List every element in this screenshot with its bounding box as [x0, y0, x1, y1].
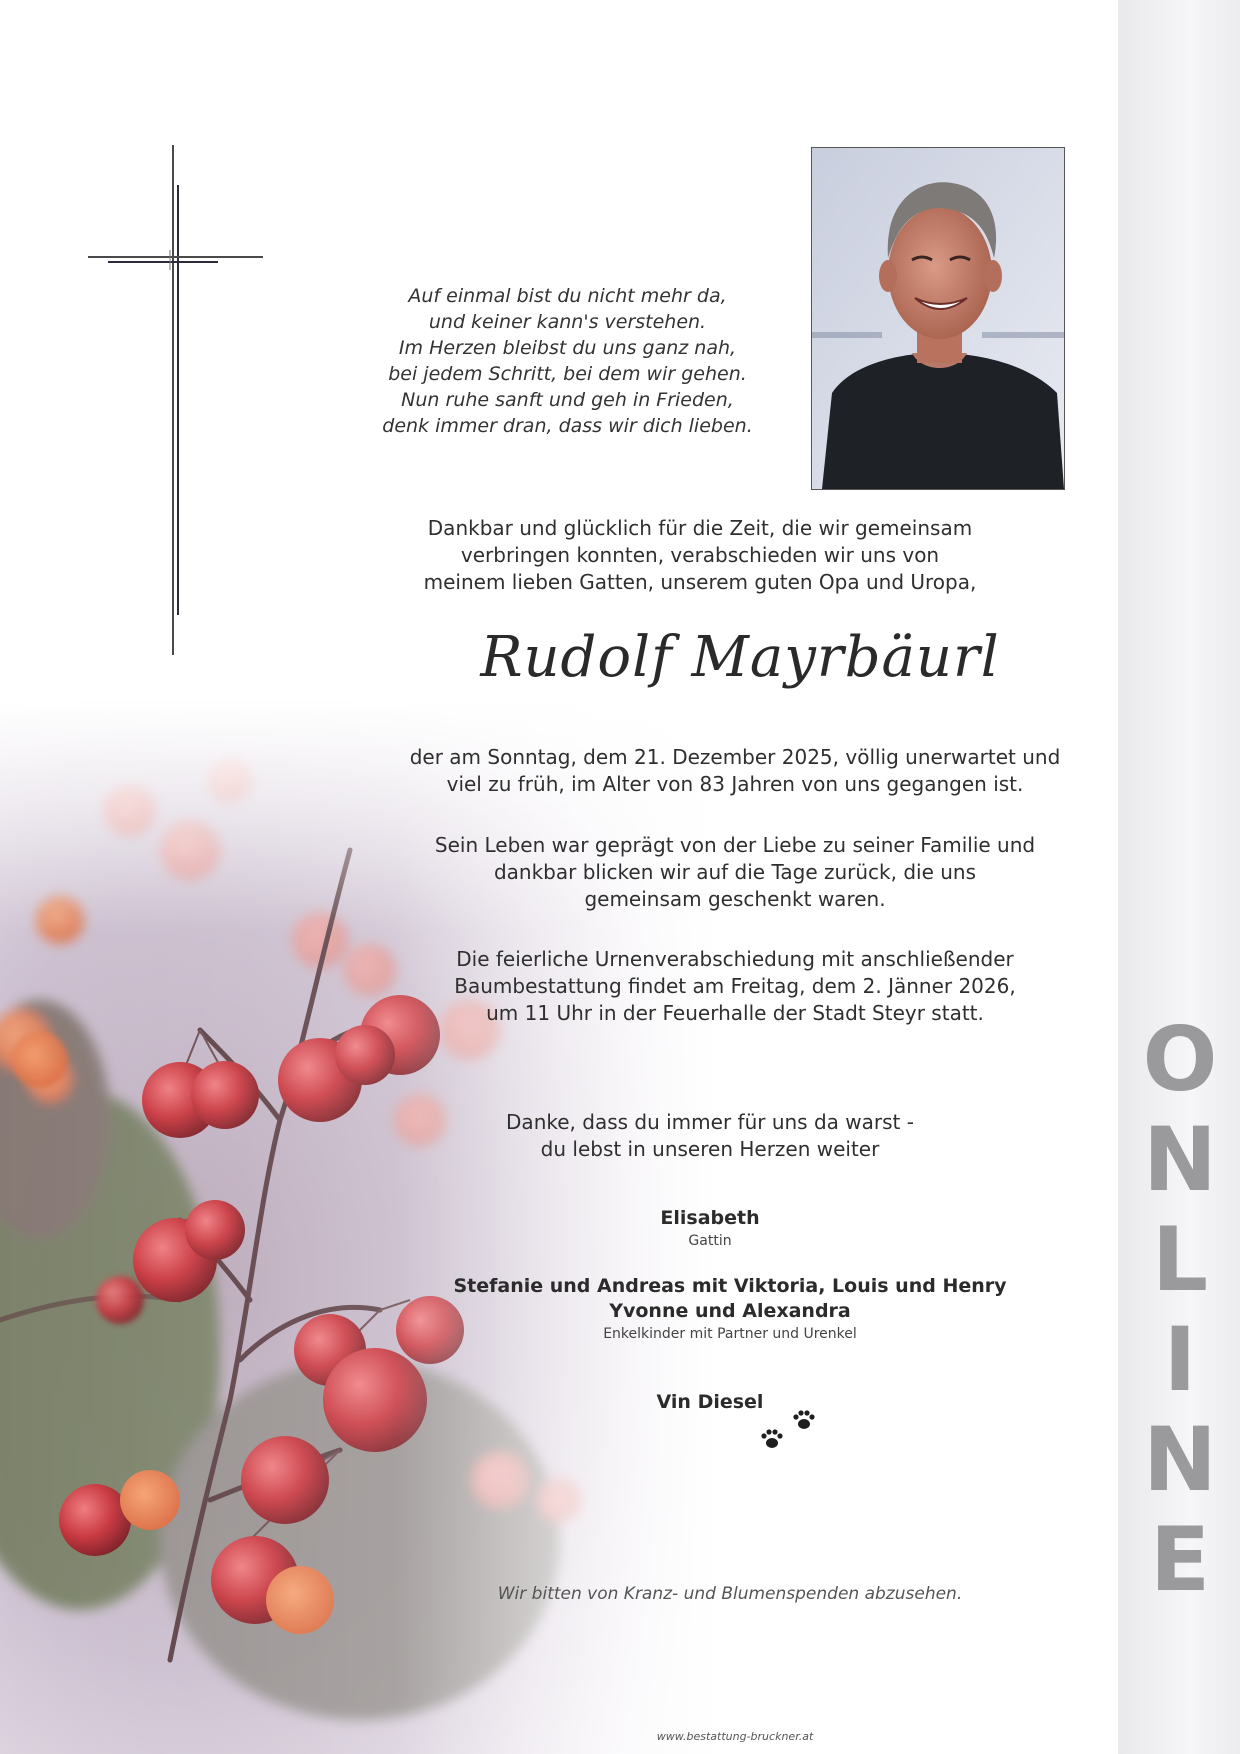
mourner-role: Gattin — [688, 1233, 732, 1249]
mourner-role: Enkelkinder mit Partner und Urenkel — [603, 1326, 857, 1342]
online-letter: E — [1149, 1508, 1211, 1611]
poem-line: bei jedem Schritt, bei dem wir gehen. — [388, 363, 747, 385]
life-line: gemeinsam geschenkt waren. — [584, 887, 886, 911]
website-url: www.bestattung-bruckner.at — [656, 1730, 814, 1743]
flower-donation-note: Wir bitten von Kranz- und Blumenspenden abzusehen. — [497, 1584, 963, 1604]
online-letter: N — [1143, 1408, 1217, 1511]
death-notice-line: viel zu früh, im Alter von 83 Jahren von uns gegangen ist. — [446, 772, 1024, 796]
online-label — [1130, 1010, 1230, 1610]
mourner-family — [430, 1274, 1030, 1344]
service-details — [400, 946, 1070, 1027]
mourner-name: Elisabeth — [660, 1207, 760, 1229]
online-letter: O — [1142, 1008, 1218, 1111]
poem-line: Auf einmal bist du nicht mehr da, — [408, 285, 727, 307]
mourner-name: Vin Diesel — [656, 1391, 764, 1413]
online-letter: L — [1151, 1208, 1209, 1311]
online-letter: I — [1163, 1308, 1197, 1411]
life-line: dankbar blicken wir auf die Tage zurück, die uns — [493, 860, 977, 884]
intro-line: meinem lieben Gatten, unserem guten Opa und Uropa, — [423, 570, 977, 594]
cross-icon — [88, 145, 263, 655]
mourner-name: Yvonne und Alexandra — [609, 1300, 851, 1322]
death-notice-line: der am Sonntag, dem 21. Dezember 2025, völlig unerwartet und — [409, 745, 1061, 769]
thanks-line: Danke, dass du immer für uns da warst - — [506, 1110, 914, 1134]
intro-line: Dankbar und glücklich für die Zeit, die wir gemeinsam — [427, 516, 973, 540]
mourner-wife — [560, 1206, 860, 1251]
poem-line: denk immer dran, dass wir dich lieben. — [382, 415, 753, 437]
portrait-photo — [811, 147, 1065, 490]
life-line: Sein Leben war geprägt von der Liebe zu seiner Familie und — [434, 833, 1036, 857]
paw-prints-icon — [758, 1407, 824, 1453]
deceased-name: Rudolf Mayrbäurl — [480, 625, 1000, 690]
death-notice — [385, 744, 1085, 798]
intro-line: verbringen konnten, verabschieden wir uns von — [460, 543, 940, 567]
poem — [360, 283, 775, 439]
poem-line: und keiner kann's verstehen. — [428, 311, 707, 333]
life-text — [400, 832, 1070, 913]
thanks-text — [470, 1109, 950, 1163]
mourner-name: Stefanie und Andreas mit Viktoria, Louis und Henry — [453, 1275, 1007, 1297]
service-line: Baumbestattung findet am Freitag, dem 2. Jänner 2026, — [454, 974, 1016, 998]
thanks-line: du lebst in unseren Herzen weiter — [540, 1137, 880, 1161]
service-line: Die feierliche Urnenverabschiedung mit anschließender — [456, 947, 1014, 971]
service-line: um 11 Uhr in der Feuerhalle der Stadt Steyr statt. — [486, 1001, 984, 1025]
poem-line: Nun ruhe sanft und geh in Frieden, — [401, 389, 734, 411]
poem-line: Im Herzen bleibst du uns ganz nah, — [398, 337, 737, 359]
online-letter: N — [1143, 1108, 1217, 1211]
intro-text — [400, 515, 1000, 596]
